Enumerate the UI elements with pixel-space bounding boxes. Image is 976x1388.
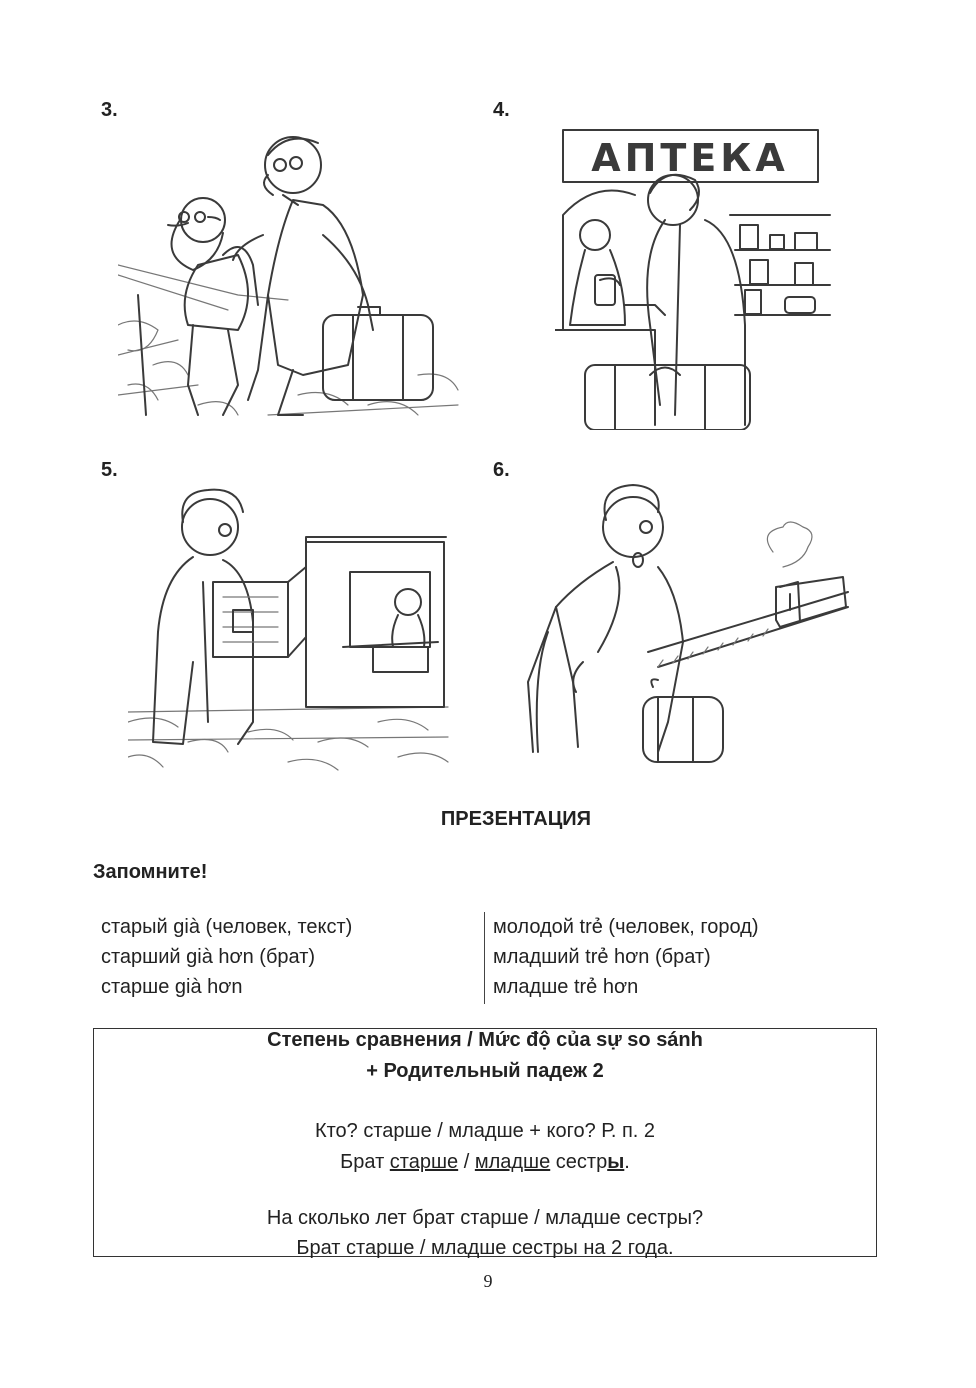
section-title: ПРЕЗЕНТАЦИЯ <box>440 808 592 830</box>
example-dot: . <box>624 1151 630 1173</box>
example-ending: ы <box>607 1151 625 1173</box>
vocab-right-column <box>493 912 759 1002</box>
illustration-old-man-helped <box>118 125 462 425</box>
example-word-starshe: старше <box>389 1151 459 1173</box>
pharmacy-sign-text: АПТЕКА <box>591 136 789 180</box>
example-stem: сестр <box>555 1151 608 1173</box>
page-number: 9 <box>483 1271 493 1291</box>
vocab-left-item: старший già hơn (брат) <box>101 946 316 968</box>
vocab-right-item: молодой trẻ (человек, город) <box>493 916 759 938</box>
example-slash: / <box>463 1151 470 1173</box>
vocab-divider <box>484 912 485 1004</box>
picture-number-3: 3. <box>101 99 118 121</box>
grammar-example <box>94 1151 876 1174</box>
illustration-missed-train <box>518 482 856 766</box>
example-word-mladshe: младше <box>474 1151 551 1173</box>
picture-number-5: 5. <box>101 459 118 481</box>
example-word-sestry <box>556 1151 630 1173</box>
vocab-right-item: младший trẻ hơn (брат) <box>493 946 711 968</box>
remember-title: Запомните! <box>93 861 208 883</box>
picture-number-6: 6. <box>493 459 510 481</box>
grammar-question: На сколько лет брат старше / младше сестры? <box>266 1207 704 1229</box>
grammar-title-line1: Степень сравнения / Mức độ của sự so sánh <box>267 1029 703 1051</box>
grammar-box <box>93 1028 877 1257</box>
grammar-title-line2: + Родительный падеж 2 <box>366 1060 604 1082</box>
grammar-answer: Брат старше / младше сестры на 2 года. <box>296 1237 674 1259</box>
illustration-newspaper-kiosk <box>128 482 450 774</box>
vocab-left-item: старый già (человек, текст) <box>101 916 353 938</box>
vocab-right-item: младше trẻ hơn <box>493 976 639 998</box>
picture-number-4: 4. <box>493 99 510 121</box>
grammar-pattern: Кто? старше / младше + кого? Р. п. 2 <box>314 1120 656 1142</box>
example-word-brat: Брат <box>340 1151 385 1173</box>
vocab-left-column <box>101 912 352 1002</box>
illustration-pharmacy <box>555 125 835 430</box>
vocab-left-item: старше già hơn <box>101 976 243 998</box>
